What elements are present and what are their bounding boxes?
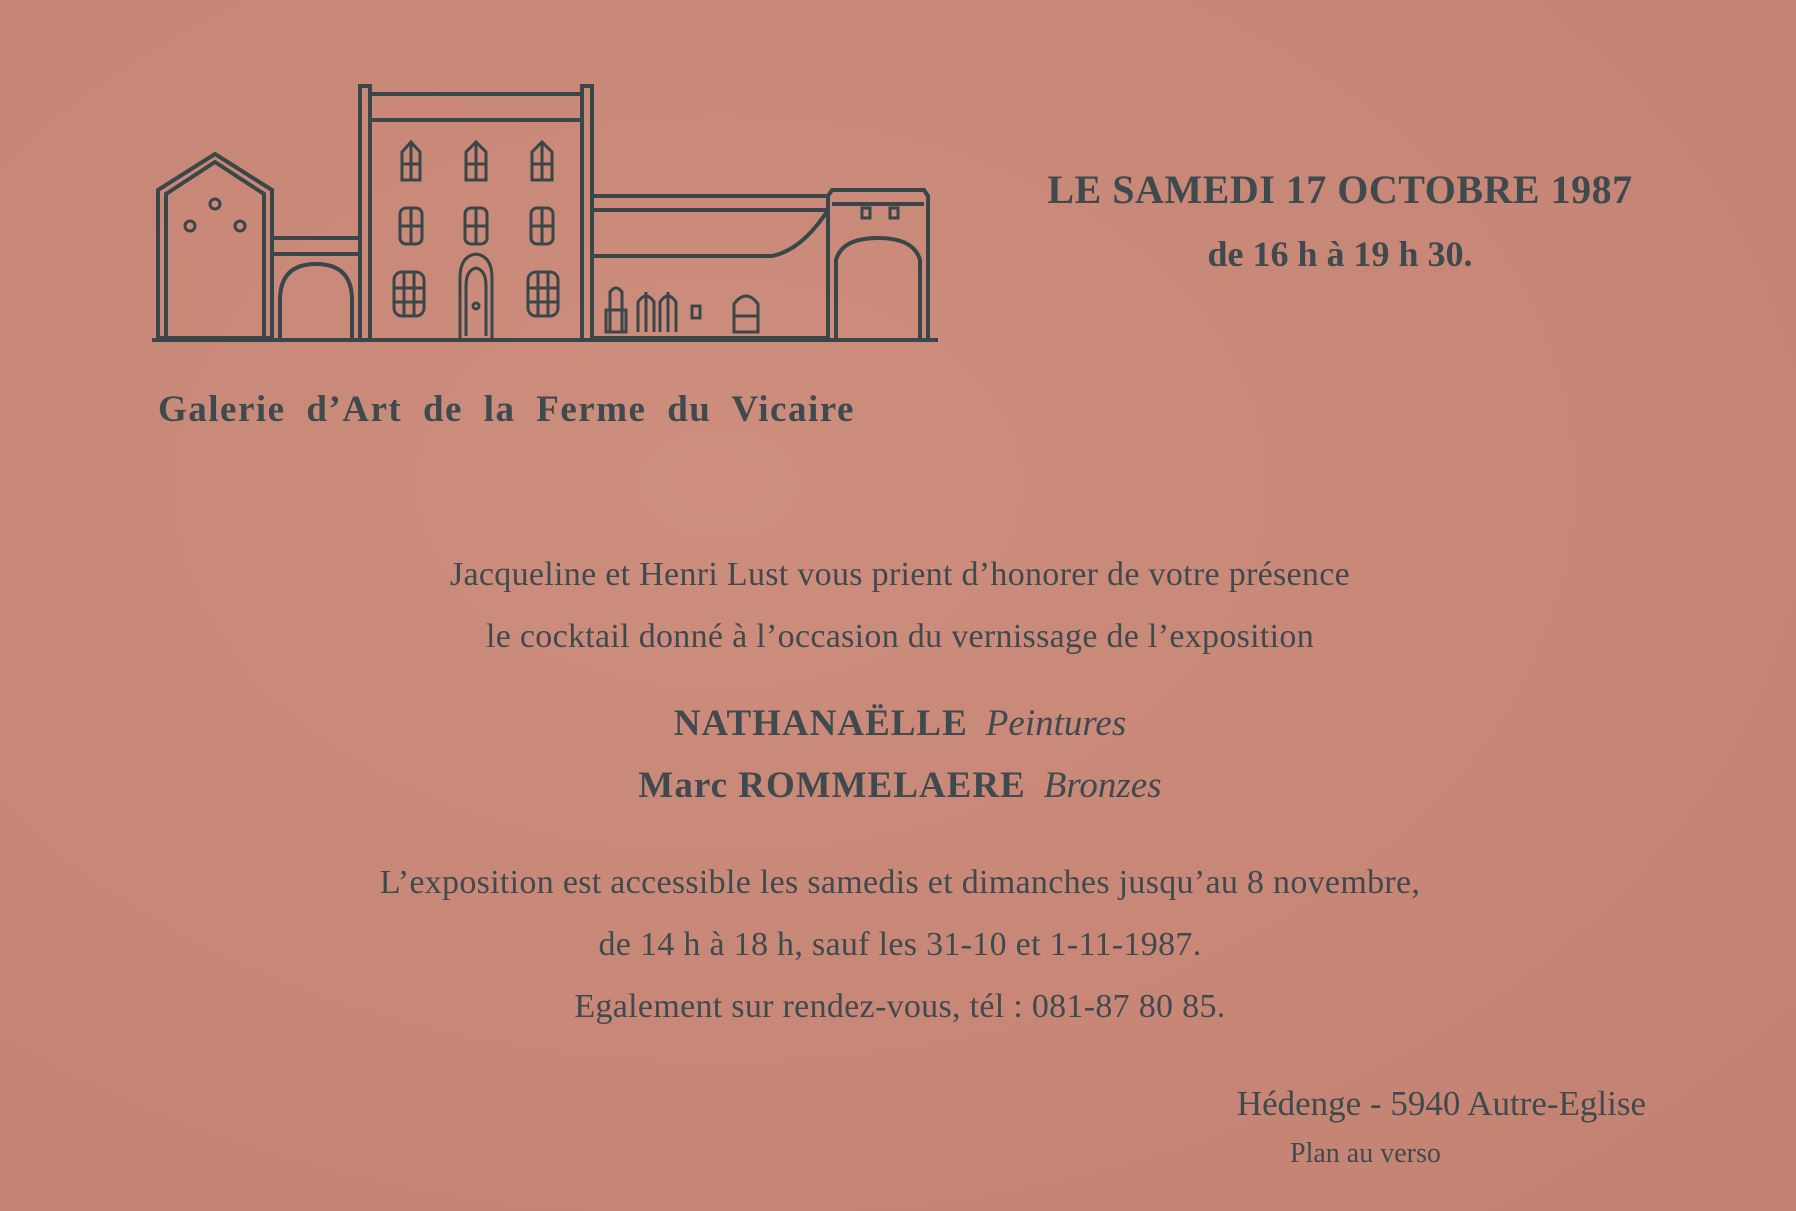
artist-entry [200,702,1600,745]
info-line-2: de 14 h à 18 h, sauf les 31-10 et 1-11-1987. [598,926,1202,963]
info-line-1: L’exposition est accessible les samedis et dimanches jusqu’au 8 novembre, [379,864,1421,901]
event-date-block [990,162,1690,282]
artist-name: Marc ROMMELAERE [638,765,1026,806]
artist-entry [200,764,1600,807]
address: Hédenge - 5940 Autre-Eglise [1236,1084,1646,1123]
plan-note: Plan au verso [1290,1138,1441,1169]
info-line-3: Egalement sur rendez-vous, tél : 081-87 80 85. [574,988,1226,1025]
event-time: de 16 h à 19 h 30. [1207,234,1473,274]
event-date: LE SAMEDI 17 OCTOBRE 1987 [1047,167,1633,212]
invitation-line-2: le cocktail donné à l’occasion du vernissage de l’exposition [485,618,1315,655]
artist-medium: Bronzes [1043,765,1162,806]
artist-name: NATHANAËLLE [673,703,968,744]
farmhouse-building-drawing [152,80,938,350]
gallery-name: Galerie d’Art de la Ferme du Vicaire [158,389,855,430]
invitation-line-1: Jacqueline et Henri Lust vous prient d’honorer de votre présence [449,556,1351,593]
artist-medium: Peintures [985,703,1127,744]
